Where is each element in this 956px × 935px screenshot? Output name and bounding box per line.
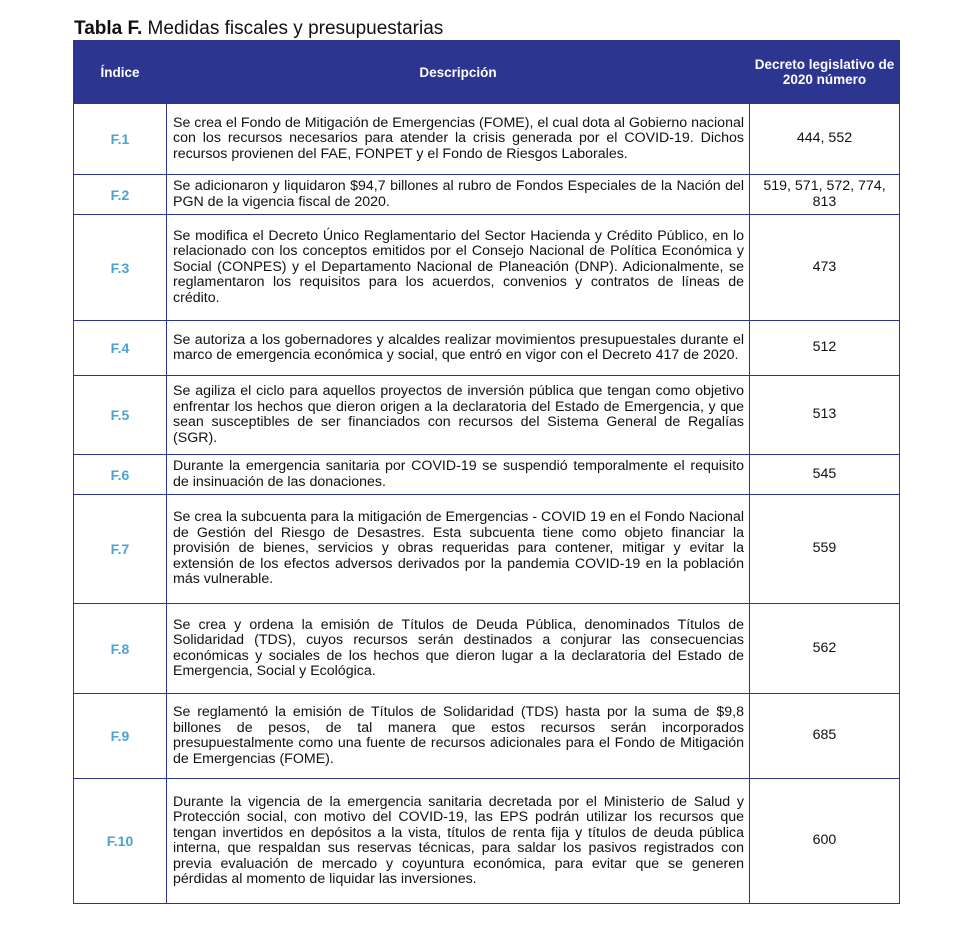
table-row <box>74 376 900 455</box>
row-description: Se crea el Fondo de Mitigación de Emergencias (FOME), el cual dota al Gobierno nacional con los recursos necesarios para atender la crisis generada por el COVID-19. Dichos recursos provienen del FAE, FONPET y el Fondo de Riesgos Laborales. <box>167 104 750 175</box>
row-index: F.3 <box>74 215 167 321</box>
row-decree: 685 <box>750 694 900 779</box>
header-decree: Decreto legislativo de 2020 número <box>750 41 900 104</box>
table-title-text: Medidas fiscales y presupuestarias <box>142 18 444 39</box>
header-index: Índice <box>74 41 167 104</box>
row-index: F.7 <box>74 495 167 604</box>
table-row <box>74 455 900 495</box>
row-decree: 562 <box>750 604 900 694</box>
row-decree: 444, 552 <box>750 104 900 175</box>
row-decree: 519, 571, 572, 774, 813 <box>750 175 900 215</box>
row-description: Se modifica el Decreto Único Reglamentario del Sector Hacienda y Crédito Público, en lo relacionado con los conceptos emitidos por el Consejo Nacional de Política Económica y Social (CONPES) y el Departamento Nacional de Planeación (DNP). Adicionalmente, se reglamentaron los requisitos para los acuerdos, convenios y contratos de líneas de crédito. <box>167 215 750 321</box>
row-description: Durante la emergencia sanitaria por COVID-19 se suspendió temporalmente el requisito de insinuación de las donaciones. <box>167 455 750 495</box>
header-row <box>74 41 900 104</box>
row-description: Se crea la subcuenta para la mitigación de Emergencias - COVID 19 en el Fondo Nacional de Gestión del Riesgo de Desastres. Esta subcuenta tiene como objeto financiar la provisión de bienes, servicios y obras requeridas para contener, mitigar y evitar la extensión de los efectos adversos derivados por la pandemia COVID-19 en la población más vulnerable. <box>167 495 750 604</box>
table-row <box>74 694 900 779</box>
table-row <box>74 779 900 904</box>
table-title <box>74 18 443 40</box>
table-row <box>74 495 900 604</box>
table-title-label: Tabla F. <box>74 18 143 39</box>
table-row <box>74 604 900 694</box>
row-description: Durante la vigencia de la emergencia sanitaria decretada por el Ministerio de Salud y Protección social, con motivo del COVID-19, las EPS podrán utilizar los recursos que tengan invertidos en depósitos a la vista, títulos de renta fija y títulos de deuda pública interna, que respaldan sus reservas técnicas, para saldar los pasivos registrados con previa evaluación de mercado y coyuntura económica, para evitar que se generen pérdidas al momento de liquidar las inversiones. <box>167 779 750 904</box>
table-header <box>74 41 900 104</box>
table-row <box>74 215 900 321</box>
row-index: F.2 <box>74 175 167 215</box>
table-row <box>74 321 900 376</box>
row-index: F.4 <box>74 321 167 376</box>
row-decree: 513 <box>750 376 900 455</box>
row-description: Se crea y ordena la emisión de Títulos de Deuda Pública, denominados Títulos de Solidaridad (TDS), cuyos recursos serán destinados a conjurar las consecuencias económicas y sociales de los hechos que dieron lugar a la declaratoria del Estado de Emergencia, Social y Ecológica. <box>167 604 750 694</box>
row-decree: 473 <box>750 215 900 321</box>
row-index: F.6 <box>74 455 167 495</box>
row-decree: 600 <box>750 779 900 904</box>
row-decree: 559 <box>750 495 900 604</box>
row-index: F.5 <box>74 376 167 455</box>
table-body <box>74 104 900 904</box>
row-index: F.10 <box>74 779 167 904</box>
row-description: Se autoriza a los gobernadores y alcaldes realizar movimientos presupuestales durante el marco de emergencia económica y social, que entró en vigor con el Decreto 417 de 2020. <box>167 321 750 376</box>
row-description: Se adicionaron y liquidaron $94,7 billones al rubro de Fondos Especiales de la Nación del PGN de la vigencia fiscal de 2020. <box>167 175 750 215</box>
table-row <box>74 104 900 175</box>
row-decree: 545 <box>750 455 900 495</box>
fiscal-measures-table <box>73 40 900 904</box>
row-decree: 512 <box>750 321 900 376</box>
header-description: Descripción <box>167 41 750 104</box>
row-description: Se agiliza el ciclo para aquellos proyectos de inversión pública que tengan como objetivo enfrentar los hechos que dieron origen a la declaratoria del Estado de Emergencia, y que sean susceptibles de ser financiados con recursos del Sistema General de Regalías (SGR). <box>167 376 750 455</box>
row-description: Se reglamentó la emisión de Títulos de Solidaridad (TDS) hasta por la suma de $9,8 billones de pesos, de tal manera que estos recursos serán incorporados presupuestalmente como una fuente de recursos adicionales para el Fondo de Mitigación de Emergencias (FOME). <box>167 694 750 779</box>
table-row <box>74 175 900 215</box>
row-index: F.1 <box>74 104 167 175</box>
row-index: F.9 <box>74 694 167 779</box>
row-index: F.8 <box>74 604 167 694</box>
